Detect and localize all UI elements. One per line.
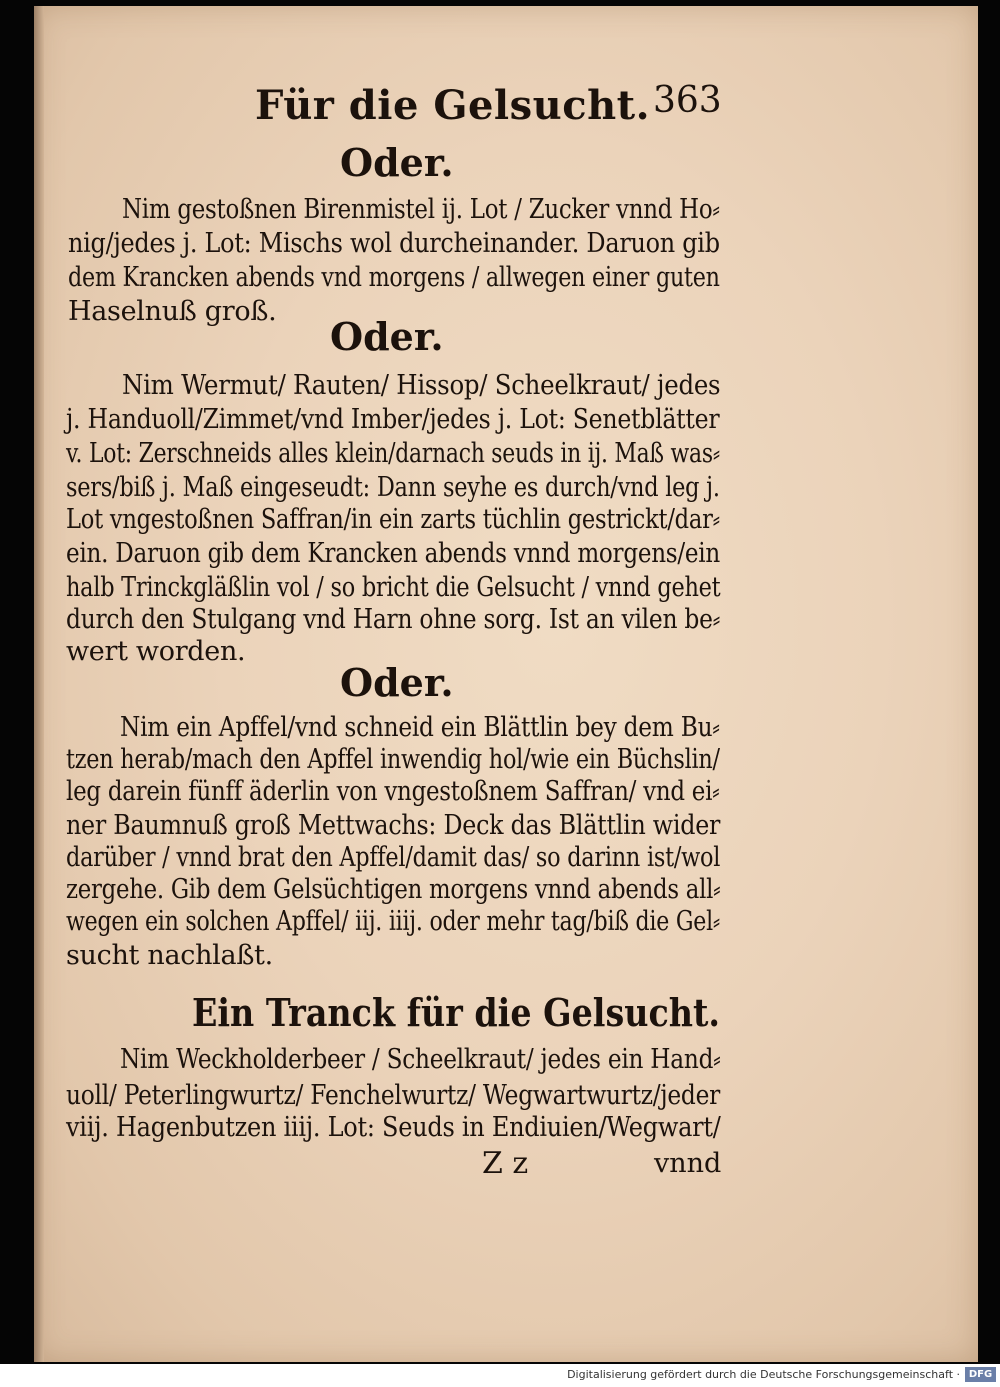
text-line: Haselnuß groß. <box>68 296 277 327</box>
text-line: zergehe. Gib dem Gelsüchtigen morgens vnnd abends all⸗ <box>66 874 721 905</box>
running-head: Für die Gelsucht. <box>255 82 651 129</box>
catchword: vnnd <box>654 1148 722 1179</box>
text-line: Nim ein Apffel/vnd schneid ein Blättlin bey dem Bu⸗ <box>120 712 720 743</box>
section-heading: Oder. <box>330 314 444 359</box>
page-gutter-edge <box>34 6 44 1362</box>
signature-mark: Z z <box>482 1146 529 1181</box>
text-line: darüber / vnnd brat den Apffel/damit das/ so darinn ist/wol <box>66 842 721 873</box>
text-line: tzen herab/mach den Apffel inwendig hol/wie ein Büchslin/ <box>66 744 720 775</box>
text-line: dem Krancken abends vnd morgens / allwegen einer guten <box>68 262 720 293</box>
text-line: wert worden. <box>66 636 246 667</box>
text-line: ner Baumnuß groß Mettwachs: Deck das Blättlin wider <box>66 810 721 841</box>
text-line: sers/biß j. Maß eingeseudt: Dann seyhe es durch/vnd leg j. <box>66 472 720 503</box>
text-line: wegen ein solchen Apffel/ iij. iiij. oder mehr tag/biß die Gel⸗ <box>66 906 721 937</box>
text-line: Nim Wermut/ Rauten/ Hissop/ Scheelkraut/ jedes <box>122 370 721 401</box>
text-line: j. Handuoll/Zimmet/vnd Imber/jedes j. Lot: Senetblätter <box>66 404 720 435</box>
text-line: nig/jedes j. Lot: Mischs wol durcheinander. Daruon gib <box>68 228 720 259</box>
text-line: uoll/ Peterlingwurtz/ Fenchelwurtz/ Wegwartwurtz/jeder <box>66 1080 721 1111</box>
dfg-logo: DFG <box>965 1367 996 1382</box>
text-line: halb Trinckgläßlin vol / so bricht die Gelsucht / vnnd gehet <box>66 572 721 603</box>
text-line: leg darein fünff äderlin von vngestoßnem Saffran/ vnd ei⸗ <box>66 776 720 807</box>
text-line: Nim gestoßnen Birenmistel ij. Lot / Zucker vnnd Ho⸗ <box>122 194 720 225</box>
funding-credit: Digitalisierung gefördert durch die Deutsche Forschungsgemeinschaft · <box>567 1368 960 1381</box>
section-heading: Oder. <box>340 660 454 705</box>
text-line: v. Lot: Zerschneids alles klein/darnach seuds in ij. Maß was⸗ <box>66 438 720 469</box>
section-heading: Ein Tranck für die Gelsucht. <box>192 990 720 1035</box>
text-line: viij. Hagenbutzen iiij. Lot: Seuds in Endiuien/Wegwart/ <box>66 1112 721 1143</box>
section-heading: Oder. <box>340 140 454 185</box>
page-number: 363 <box>653 80 722 121</box>
text-line: Nim Weckholderbeer / Scheelkraut/ jedes ein Hand⸗ <box>120 1044 721 1075</box>
text-line: Lot vngestoßnen Saffran/in ein zarts tüchlin gestrickt/dar⸗ <box>66 504 720 535</box>
text-line: ein. Daruon gib dem Krancken abends vnnd morgens/ein <box>66 538 721 569</box>
text-line: durch den Stulgang vnd Harn ohne sorg. Ist an vilen be⸗ <box>66 604 721 635</box>
text-line: sucht nachlaßt. <box>66 940 273 971</box>
